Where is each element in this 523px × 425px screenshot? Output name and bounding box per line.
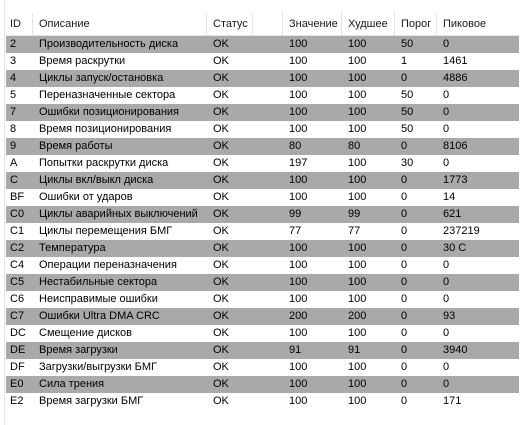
cell-spacer: [253, 308, 283, 325]
table-row[interactable]: [6, 325, 523, 342]
cell-peak: 0: [443, 259, 450, 271]
cell-description: Сила трения: [39, 378, 105, 390]
cell-status: OK: [213, 140, 229, 152]
cell-peak: 30 C: [443, 242, 467, 254]
cell-id: C7: [10, 310, 25, 322]
table-row[interactable]: [6, 257, 523, 274]
cell-id: C4: [10, 259, 25, 271]
cell-value: 100: [289, 89, 308, 101]
cell-description: Циклы перемещения БМГ: [39, 225, 173, 237]
cell-description: Время работы: [39, 140, 113, 152]
cell-peak: 8106: [443, 140, 468, 152]
cell-id: 8: [10, 123, 17, 135]
cell-description: Неисправимые ошибки: [39, 293, 158, 305]
cell-peak: 0: [443, 38, 450, 50]
cell-status: OK: [213, 123, 229, 135]
cell-value: 200: [289, 310, 308, 322]
cell-value: 99: [289, 208, 302, 220]
cell-description: Циклы запуск/остановка: [39, 72, 164, 84]
cell-spacer: [253, 223, 283, 240]
list-body: [6, 36, 523, 410]
cell-spacer: [253, 393, 283, 410]
cell-worst: 100: [348, 38, 367, 50]
column-header-peak[interactable]: Пиковое: [443, 18, 487, 30]
column-header-description[interactable]: Описание: [33, 13, 207, 35]
cell-id: C6: [10, 293, 25, 305]
table-row[interactable]: [6, 291, 523, 308]
cell-value: 100: [289, 361, 308, 373]
cell-description: Циклы аварийных выключений: [39, 208, 198, 220]
cell-worst: 100: [348, 157, 367, 169]
cell-value: 100: [289, 55, 308, 67]
cell-status: OK: [213, 208, 229, 220]
cell-id: C0: [10, 208, 25, 220]
cell-status: OK: [213, 378, 229, 390]
cell-worst: 100: [348, 259, 367, 271]
cell-peak: 0: [443, 276, 450, 288]
cell-worst: 100: [348, 106, 367, 118]
cell-peak: 237219: [443, 225, 480, 237]
cell-threshold: 0: [401, 378, 408, 390]
cell-status: OK: [213, 361, 229, 373]
cell-spacer: [253, 36, 283, 53]
table-row[interactable]: [6, 274, 523, 291]
cell-value: 80: [289, 140, 302, 152]
cell-status: OK: [213, 191, 229, 203]
cell-id: DE: [10, 344, 26, 356]
list-header: [6, 13, 523, 36]
cell-status: OK: [213, 72, 229, 84]
table-row[interactable]: [6, 376, 523, 393]
cell-threshold: 0: [401, 174, 408, 186]
cell-spacer: [253, 376, 283, 393]
cell-value: 100: [289, 242, 308, 254]
cell-worst: 100: [348, 174, 367, 186]
cell-status: OK: [213, 89, 229, 101]
cell-description: Температура: [39, 242, 106, 254]
table-row[interactable]: [6, 240, 523, 257]
cell-worst: 100: [348, 191, 367, 203]
table-row[interactable]: [6, 206, 523, 223]
cell-value: 100: [289, 123, 308, 135]
cell-id: C1: [10, 225, 25, 237]
cell-peak: 3940: [443, 344, 468, 356]
cell-threshold: 0: [401, 361, 408, 373]
cell-description: Время загрузки БМГ: [39, 395, 144, 407]
cell-threshold: 0: [401, 395, 408, 407]
cell-peak: 171: [443, 395, 462, 407]
cell-worst: 100: [348, 293, 367, 305]
cell-description: Переназначенные сектора: [39, 89, 176, 101]
table-row[interactable]: [6, 138, 523, 155]
cell-id: C5: [10, 276, 25, 288]
cell-status: OK: [213, 106, 229, 118]
cell-worst: 100: [348, 395, 367, 407]
table-row[interactable]: [6, 189, 523, 206]
cell-peak: 0: [443, 106, 450, 118]
cell-id: C: [10, 174, 18, 186]
cell-spacer: [253, 342, 283, 359]
cell-spacer: [253, 87, 283, 104]
table-row[interactable]: [6, 308, 523, 325]
cell-description: Ошибки Ultra DMA CRC: [39, 310, 160, 322]
cell-value: 100: [289, 276, 308, 288]
cell-peak: 0: [443, 123, 450, 135]
cell-worst: 100: [348, 89, 367, 101]
cell-threshold: 1: [401, 55, 408, 67]
cell-value: 100: [289, 259, 308, 271]
cell-peak: 1461: [443, 55, 468, 67]
cell-status: OK: [213, 327, 229, 339]
column-header-threshold[interactable]: Порог: [395, 13, 437, 35]
cell-peak: 0: [443, 361, 450, 373]
cell-threshold: 30: [401, 157, 414, 169]
cell-description: Операции переназначения: [39, 259, 177, 271]
cell-threshold: 0: [401, 259, 408, 271]
cell-id: A: [10, 157, 18, 169]
table-row[interactable]: [6, 172, 523, 189]
cell-value: 100: [289, 327, 308, 339]
cell-threshold: 0: [401, 310, 408, 322]
cell-threshold: 0: [401, 72, 408, 84]
cell-spacer: [253, 155, 283, 172]
cell-threshold: 50: [401, 123, 414, 135]
cell-threshold: 0: [401, 208, 408, 220]
cell-spacer: [253, 206, 283, 223]
cell-id: 5: [10, 89, 17, 101]
cell-worst: 80: [348, 140, 361, 152]
cell-status: OK: [213, 38, 229, 50]
cell-description: Нестабильные сектора: [39, 276, 158, 288]
cell-description: Ошибки позиционирования: [39, 106, 180, 118]
cell-worst: 100: [348, 276, 367, 288]
cell-spacer: [253, 325, 283, 342]
cell-spacer: [253, 172, 283, 189]
cell-value: 91: [289, 344, 302, 356]
cell-id: DF: [10, 361, 25, 373]
column-header-status[interactable]: Статус: [207, 13, 253, 35]
cell-value: 100: [289, 378, 308, 390]
cell-threshold: 0: [401, 225, 408, 237]
cell-worst: 200: [348, 310, 367, 322]
column-header-spacer[interactable]: [253, 13, 283, 35]
cell-worst: 100: [348, 378, 367, 390]
table-row[interactable]: [6, 70, 523, 87]
cell-spacer: [253, 291, 283, 308]
cell-id: E2: [10, 395, 24, 407]
table-row[interactable]: [6, 121, 523, 138]
table-row[interactable]: [6, 223, 523, 240]
cell-spacer: [253, 104, 283, 121]
cell-peak: 621: [443, 208, 462, 220]
cell-value: 100: [289, 395, 308, 407]
cell-description: Время загрузки: [39, 344, 118, 356]
table-row[interactable]: [6, 342, 523, 359]
table-row[interactable]: [6, 359, 523, 376]
table-row[interactable]: [6, 53, 523, 70]
cell-status: OK: [213, 310, 229, 322]
cell-peak: 0: [443, 157, 450, 169]
table-row[interactable]: [6, 104, 523, 121]
cell-threshold: 50: [401, 89, 414, 101]
cell-threshold: 0: [401, 293, 408, 305]
cell-status: OK: [213, 293, 229, 305]
cell-id: 4: [10, 72, 17, 84]
cell-spacer: [253, 274, 283, 291]
table-row[interactable]: [6, 87, 523, 104]
cell-status: OK: [213, 259, 229, 271]
cell-peak: 0: [443, 293, 450, 305]
cell-spacer: [253, 189, 283, 206]
cell-worst: 100: [348, 361, 367, 373]
cell-value: 100: [289, 38, 308, 50]
cell-value: 77: [289, 225, 302, 237]
cell-description: Производительность диска: [39, 38, 179, 50]
cell-spacer: [253, 53, 283, 70]
cell-threshold: 50: [401, 38, 414, 50]
cell-id: 3: [10, 55, 17, 67]
cell-value: 100: [289, 293, 308, 305]
cell-status: OK: [213, 395, 229, 407]
table-row[interactable]: [6, 393, 523, 410]
list-edge: [519, 13, 523, 425]
cell-worst: 100: [348, 55, 367, 67]
cell-worst: 100: [348, 123, 367, 135]
cell-value: 100: [289, 174, 308, 186]
cell-id: E0: [10, 378, 24, 390]
column-header-id[interactable]: ID: [6, 13, 33, 35]
cell-id: 2: [10, 38, 17, 50]
column-header-worst[interactable]: Худшее: [342, 13, 395, 35]
cell-description: Смещение дисков: [39, 327, 133, 339]
cell-value: 197: [289, 157, 308, 169]
cell-peak: 93: [443, 310, 456, 322]
table-row[interactable]: [6, 155, 523, 172]
cell-threshold: 0: [401, 242, 408, 254]
cell-value: 100: [289, 191, 308, 203]
cell-spacer: [253, 121, 283, 138]
cell-status: OK: [213, 174, 229, 186]
cell-peak: 0: [443, 378, 450, 390]
cell-description: Циклы вкл/выкл диска: [39, 174, 154, 186]
cell-worst: 100: [348, 242, 367, 254]
cell-threshold: 0: [401, 191, 408, 203]
cell-spacer: [253, 138, 283, 155]
table-row[interactable]: [6, 36, 523, 53]
cell-threshold: 0: [401, 276, 408, 288]
cell-value: 100: [289, 106, 308, 118]
cell-worst: 100: [348, 72, 367, 84]
cell-value: 100: [289, 72, 308, 84]
cell-id: 9: [10, 140, 17, 152]
cell-worst: 91: [348, 344, 361, 356]
cell-peak: 0: [443, 327, 450, 339]
cell-worst: 99: [348, 208, 361, 220]
cell-spacer: [253, 359, 283, 376]
cell-spacer: [253, 257, 283, 274]
cell-status: OK: [213, 242, 229, 254]
cell-status: OK: [213, 157, 229, 169]
cell-description: Время раскрутки: [39, 55, 126, 67]
cell-worst: 77: [348, 225, 361, 237]
cell-worst: 100: [348, 327, 367, 339]
cell-spacer: [253, 240, 283, 257]
cell-status: OK: [213, 225, 229, 237]
cell-description: Ошибки от ударов: [39, 191, 133, 203]
cell-status: OK: [213, 276, 229, 288]
cell-id: DC: [10, 327, 26, 339]
cell-id: BF: [10, 191, 25, 203]
cell-threshold: 0: [401, 344, 408, 356]
cell-threshold: 0: [401, 327, 408, 339]
cell-status: OK: [213, 344, 229, 356]
cell-status: OK: [213, 55, 229, 67]
cell-peak: 14: [443, 191, 456, 203]
cell-description: Загрузки/выгрузки БМГ: [39, 361, 157, 373]
cell-id: C2: [10, 242, 25, 254]
cell-id: 7: [10, 106, 17, 118]
cell-threshold: 0: [401, 140, 408, 152]
list-frame-left: [0, 0, 5, 425]
cell-peak: 1773: [443, 174, 468, 186]
cell-description: Попытки раскрутки диска: [39, 157, 169, 169]
cell-peak: 0: [443, 89, 450, 101]
cell-spacer: [253, 70, 283, 87]
cell-threshold: 50: [401, 106, 414, 118]
cell-description: Время позиционирования: [39, 123, 172, 135]
cell-peak: 4886: [443, 72, 468, 84]
column-header-value[interactable]: Значение: [283, 13, 342, 35]
